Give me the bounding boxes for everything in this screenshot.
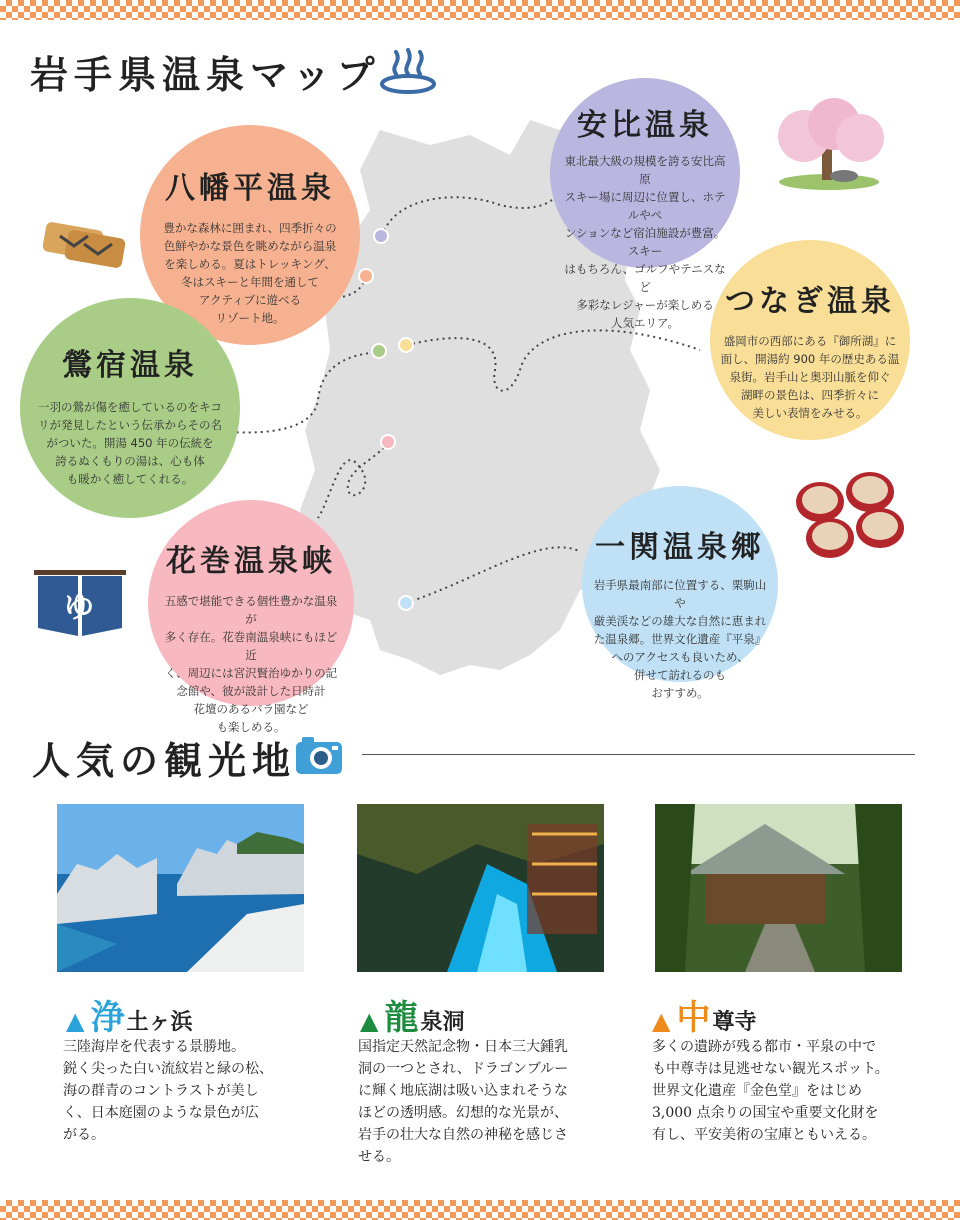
onsen-name: 鶯宿温泉 bbox=[62, 348, 198, 383]
spot-first-char: 浄 bbox=[90, 998, 125, 1038]
map-section-title: 岩手県温泉マップ bbox=[30, 52, 381, 97]
onsen-name: 八幡平温泉 bbox=[165, 171, 335, 206]
spot-title-jodogahama[interactable] bbox=[66, 990, 192, 1039]
onsen-description: 五感で堪能できる個性豊かな温泉が 多く存在。花巻南温泉峡にもほど近 く、周辺には宮沢賢治ゆかりの記 念館や、彼が設計した日時計 花壇のあるバラ園など も楽しめる。 bbox=[164, 594, 338, 734]
location-dot-hachiman[interactable] bbox=[358, 268, 374, 284]
onsen-name: 一関温泉郷 bbox=[595, 530, 765, 565]
chusonji-photo bbox=[655, 804, 902, 972]
spot-name-rest: 泉洞 bbox=[420, 1009, 465, 1035]
location-dot-appi[interactable] bbox=[373, 228, 389, 244]
noren-curtain-icon bbox=[34, 566, 126, 642]
triangle-marker-icon: ▲ bbox=[360, 1006, 379, 1035]
spot-title-ryusendo[interactable] bbox=[360, 990, 464, 1039]
location-dot-ichinoseki[interactable] bbox=[398, 595, 414, 611]
checkered-top-border bbox=[0, 0, 960, 20]
onsen-description: 岩手県最南部に位置する、栗駒山や 厳美渓などの雄大な自然に恵まれ た温泉郷。世界文化遺産『平泉』 へのアクセスも良いため、 併せて訪れるのも おすすめ。 bbox=[593, 578, 767, 700]
sights-section-title: 人気の観光地 bbox=[32, 738, 297, 783]
spot-description-ryusendo: 国指定天然記念物・日本三大鍾乳 洞の一つとされ、ドラゴンブルー に輝く地底湖は吸い込まれそうな ほどの透明感。幻想的な光景が、 岩手の壮大な自然の神秘を感じさ せる。 bbox=[358, 1039, 569, 1165]
onsen-name: つなぎ温泉 bbox=[725, 284, 895, 319]
noren-text: ゆ bbox=[64, 590, 94, 625]
jodogahama-photo bbox=[57, 804, 304, 972]
location-dot-hanamaki[interactable] bbox=[380, 434, 396, 450]
onsen-card-ichinoseki[interactable] bbox=[582, 486, 778, 700]
onsen-card-appi[interactable] bbox=[550, 78, 740, 330]
onsen-name: 花巻温泉峡 bbox=[166, 544, 336, 579]
wanko-soba-icon bbox=[790, 470, 910, 560]
onsen-description: 盛岡市の西部にある『御所湖』に 面し、開湯約 900 年の歴史ある温 泉街。岩手山と奥羽山脈を仰ぐ 湖畔の景色は、四季折々に 美しい表情をみせる。 bbox=[720, 334, 900, 420]
location-dot-uguisu[interactable] bbox=[371, 343, 387, 359]
spot-first-char: 龍 bbox=[384, 998, 419, 1038]
section-divider bbox=[362, 754, 915, 755]
spot-name-rest: 尊寺 bbox=[712, 1009, 757, 1035]
ryusendo-photo bbox=[357, 804, 604, 972]
onsen-description: 豊かな森林に囲まれ、四季折々の 色鮮やかな景色を眺めながら温泉 を楽しめる。夏はトレッキング、 冬はスキーと年間を通して アクティブに遊べる リゾート地。 bbox=[163, 221, 337, 325]
cherry-tree-icon bbox=[764, 98, 894, 196]
spot-description-chusonji: 多くの遺跡が残る都市・平泉の中で も中尊寺は見逃せない観光スポット。 世界文化遺産『金色堂』をはじめ 3,000 点余りの国宝や重要文化財を 有し、平安美術の宝庫ともいえる。 bbox=[652, 1039, 889, 1143]
spot-first-char: 中 bbox=[676, 998, 711, 1038]
onsen-name: 安比温泉 bbox=[577, 108, 713, 143]
onsen-description: 東北最大級の規模を誇る安比高原 スキー場に周辺に位置し、ホテルやペ ンションなど宿泊施設が豊富。スキー はもちろん、ゴルフやテニスなど 多彩なレジャーが楽しめる 人気エリア。 bbox=[564, 154, 726, 330]
triangle-marker-icon: ▲ bbox=[652, 1006, 671, 1035]
triangle-marker-icon: ▲ bbox=[66, 1006, 85, 1035]
checkered-bottom-border bbox=[0, 1200, 960, 1220]
spot-description-jodogahama: 三陸海岸を代表する景勝地。 鋭く尖った白い流紋岩と緑の松、 海の群青のコントラストが美し く、日本庭園のような景色が広 がる。 bbox=[63, 1039, 273, 1143]
onsen-description: 一羽の鶯が傷を癒しているのをキコ リが発見したという伝承からその名 がついた。開湯 450 年の伝統を 誇るぬくもりの湯は、心も体 も暖かく癒してくれる。 bbox=[38, 400, 222, 486]
geta-sandals-icon bbox=[40, 212, 130, 272]
onsen-card-hanamaki[interactable] bbox=[148, 500, 354, 734]
spot-name-rest: 土ヶ浜 bbox=[126, 1009, 193, 1035]
hot-spring-icon bbox=[378, 44, 438, 94]
onsen-card-uguisu[interactable] bbox=[20, 298, 240, 518]
camera-icon bbox=[294, 734, 344, 776]
spot-title-chusonji[interactable] bbox=[652, 990, 756, 1039]
location-dot-tsunagi[interactable] bbox=[398, 337, 414, 353]
onsen-card-tsunagi[interactable] bbox=[710, 240, 910, 440]
